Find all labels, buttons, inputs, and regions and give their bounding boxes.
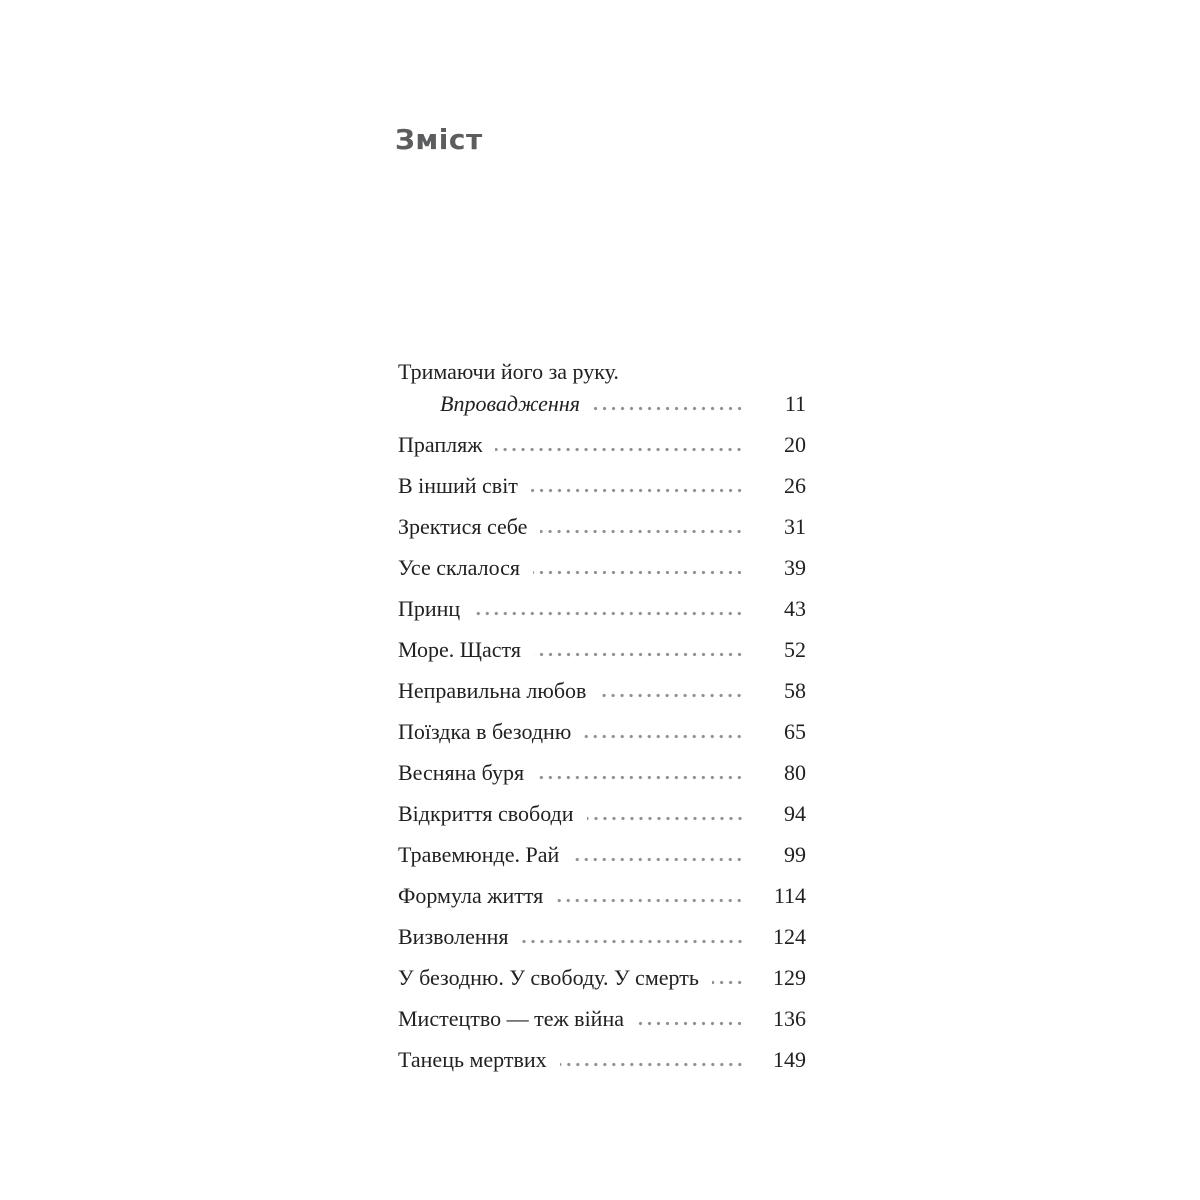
dotted-leader [593,406,744,411]
toc-entry-label: Відкриття свободи [398,801,574,826]
page-number: 58 [784,678,806,703]
page-number: 20 [784,432,806,457]
toc-entry [398,964,806,992]
toc-entry-label: Принц [398,596,461,621]
dotted-leader [587,816,744,821]
page-number: 26 [784,473,806,498]
toc-entry [398,1046,806,1074]
toc-entry [398,554,806,582]
page-number: 99 [784,842,806,867]
dotted-leader [531,488,744,493]
page-number: 43 [784,596,806,621]
page-number: 129 [773,965,806,990]
toc-entry [398,595,806,623]
dotted-leader [599,693,744,698]
toc-entry [398,718,806,746]
toc-entry-label: У безодню. У свободу. У смерть [398,965,699,990]
dotted-leader [637,1021,744,1026]
dotted-leader [473,611,744,616]
toc-entry-label: Травемюнде. Рай [398,842,560,867]
toc-entry [398,513,806,541]
dotted-leader [540,529,744,534]
toc-entry-label: Визволення [398,924,509,949]
page-number: 114 [773,883,806,908]
page-number: 65 [784,719,806,744]
toc-entry-label: Тримаючи його за руку. [398,359,619,384]
page-number: 94 [784,801,806,826]
dotted-leader [522,939,745,944]
toc-entry-label: Зректися себе [398,514,528,539]
dotted-leader [556,898,744,903]
toc-entry [398,882,806,910]
dotted-leader [533,570,744,575]
toc-entry-label: Море. Щастя [398,637,521,662]
toc-entry-label: Весняна буря [398,760,525,785]
toc-entry [398,800,806,828]
toc-entry [398,358,806,386]
page-number: 80 [784,760,806,785]
toc-entry [398,759,806,787]
toc-entry-label: В інший світ [398,473,518,498]
toc-entry-label: Прапляж [398,432,483,457]
toc-entry [398,390,806,418]
toc-entry-label: Поїздка в безодню [398,719,572,744]
dotted-leader [495,447,744,452]
page-number: 136 [773,1006,806,1031]
toc-entry-label: Впровадження [440,391,580,416]
toc-entry [398,636,806,664]
dotted-leader [712,980,744,985]
page-title: Зміст [395,122,483,156]
toc-entry [398,472,806,500]
page-number: 39 [784,555,806,580]
toc-entry [398,1005,806,1033]
toc-entry [398,841,806,869]
toc-entry [398,431,806,459]
page-number: 11 [784,391,806,416]
dotted-leader [537,775,744,780]
table-of-contents [398,358,806,1087]
toc-entry-label: Усе склалося [398,555,521,580]
dotted-leader [534,652,744,657]
page-number: 149 [773,1047,806,1072]
toc-entry-label: Формула життя [398,883,544,908]
dotted-leader [560,1062,744,1067]
toc-entry-label: Неправильна любов [398,678,587,703]
toc-entry-label: Мистецтво — теж війна [398,1006,624,1031]
page-number: 124 [773,924,806,949]
dotted-leader [584,734,744,739]
toc-entry-label: Танець мертвих [398,1047,547,1072]
page-number: 31 [784,514,806,539]
page-number: 52 [784,637,806,662]
toc-entry [398,677,806,705]
toc-entry [398,923,806,951]
dotted-leader [572,857,744,862]
